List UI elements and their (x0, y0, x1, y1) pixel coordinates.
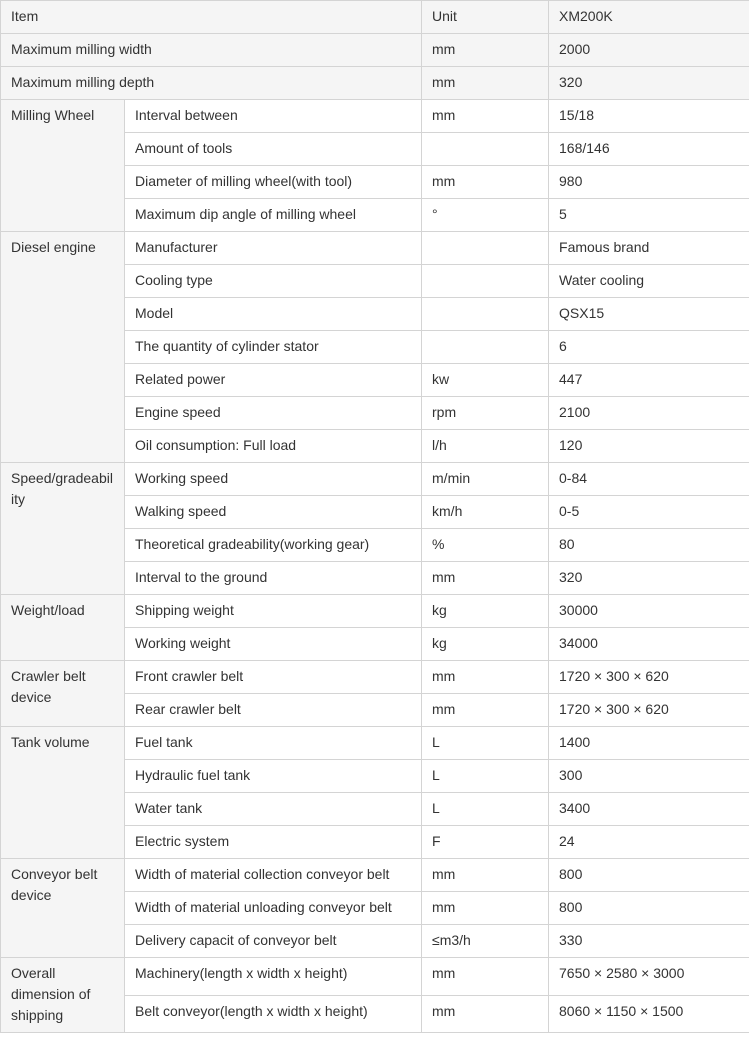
row-unit: kg (422, 595, 549, 628)
top-row (1, 67, 749, 100)
row-unit: mm (422, 562, 549, 595)
row-label: Walking speed (125, 496, 422, 529)
row-unit: mm (422, 995, 549, 1033)
top-row (1, 34, 749, 67)
row-value: 8060 × 1150 × 1500 (549, 995, 749, 1033)
row-label: Rear crawler belt (125, 694, 422, 727)
category-cell: Tank volume (1, 727, 125, 859)
row-value: 447 (549, 364, 749, 397)
row-label: Related power (125, 364, 422, 397)
row-label: Manufacturer (125, 232, 422, 265)
row-unit: ° (422, 199, 549, 232)
row-label: Interval to the ground (125, 562, 422, 595)
row-label: Delivery capacit of conveyor belt (125, 925, 422, 958)
row-label: Interval between (125, 100, 422, 133)
row-label: Maximum milling depth (1, 67, 422, 100)
row-unit (422, 265, 549, 298)
table-row (1, 859, 749, 892)
row-unit: mm (422, 892, 549, 925)
row-value: 168/146 (549, 133, 749, 166)
row-value: 34000 (549, 628, 749, 661)
row-unit: m/min (422, 463, 549, 496)
row-label: Water tank (125, 793, 422, 826)
header-item: Item (1, 1, 422, 34)
row-label: Model (125, 298, 422, 331)
table-row (1, 727, 749, 760)
row-value: 6 (549, 331, 749, 364)
row-unit: rpm (422, 397, 549, 430)
row-unit: mm (422, 100, 549, 133)
row-unit (422, 133, 549, 166)
category-cell: Crawler belt device (1, 661, 125, 727)
row-label: Working weight (125, 628, 422, 661)
row-label: Maximum milling width (1, 34, 422, 67)
row-label: Maximum dip angle of milling wheel (125, 199, 422, 232)
row-unit (422, 331, 549, 364)
category-cell: Milling Wheel (1, 100, 125, 232)
row-value: 5 (549, 199, 749, 232)
row-value: 1720 × 300 × 620 (549, 694, 749, 727)
row-value: 80 (549, 529, 749, 562)
row-unit: kg (422, 628, 549, 661)
row-label: Cooling type (125, 265, 422, 298)
spec-table-body (1, 1, 749, 1033)
table-row (1, 463, 749, 496)
header-model: XM200K (549, 1, 749, 34)
header-unit: Unit (422, 1, 549, 34)
row-value: 980 (549, 166, 749, 199)
row-label: Machinery(length x width x height) (125, 958, 422, 996)
row-value: 330 (549, 925, 749, 958)
row-label: Diameter of milling wheel(with tool) (125, 166, 422, 199)
category-cell: Conveyor belt device (1, 859, 125, 958)
row-label: Front crawler belt (125, 661, 422, 694)
table-row (1, 232, 749, 265)
row-unit: mm (422, 166, 549, 199)
row-value: 2000 (549, 34, 749, 67)
row-label: Electric system (125, 826, 422, 859)
row-value: 120 (549, 430, 749, 463)
row-label: Width of material unloading conveyor belt (125, 892, 422, 925)
row-unit (422, 232, 549, 265)
row-unit: L (422, 760, 549, 793)
row-unit: mm (422, 859, 549, 892)
row-value: 7650 × 2580 × 3000 (549, 958, 749, 996)
row-unit: F (422, 826, 549, 859)
row-unit: mm (422, 694, 549, 727)
row-label: Width of material collection conveyor belt (125, 859, 422, 892)
row-label: Theoretical gradeability(working gear) (125, 529, 422, 562)
table-row (1, 661, 749, 694)
row-unit: mm (422, 34, 549, 67)
row-unit (422, 298, 549, 331)
row-value: 15/18 (549, 100, 749, 133)
table-row (1, 100, 749, 133)
row-label: Engine speed (125, 397, 422, 430)
row-label: Oil consumption: Full load (125, 430, 422, 463)
row-value: 0-5 (549, 496, 749, 529)
row-unit: % (422, 529, 549, 562)
row-value: 800 (549, 859, 749, 892)
category-cell: Weight/load (1, 595, 125, 661)
row-value: 2100 (549, 397, 749, 430)
row-value: 3400 (549, 793, 749, 826)
row-value: 320 (549, 67, 749, 100)
row-value: 30000 (549, 595, 749, 628)
table-row (1, 595, 749, 628)
row-unit: kw (422, 364, 549, 397)
category-cell: Overall dimension of shipping (1, 958, 125, 1033)
row-unit: mm (422, 67, 549, 100)
row-unit: L (422, 793, 549, 826)
row-label: Shipping weight (125, 595, 422, 628)
row-value: QSX15 (549, 298, 749, 331)
row-value: Water cooling (549, 265, 749, 298)
row-label: Working speed (125, 463, 422, 496)
category-cell: Diesel engine (1, 232, 125, 463)
row-label: Amount of tools (125, 133, 422, 166)
row-unit: L (422, 727, 549, 760)
header-row (1, 1, 749, 34)
row-label: Belt conveyor(length x width x height) (125, 995, 422, 1033)
row-value: 300 (549, 760, 749, 793)
row-unit: mm (422, 661, 549, 694)
row-value: Famous brand (549, 232, 749, 265)
row-value: 800 (549, 892, 749, 925)
row-unit: ≤m3/h (422, 925, 549, 958)
row-label: Fuel tank (125, 727, 422, 760)
row-value: 0-84 (549, 463, 749, 496)
row-unit: mm (422, 958, 549, 996)
row-value: 1400 (549, 727, 749, 760)
row-unit: km/h (422, 496, 549, 529)
row-value: 1720 × 300 × 620 (549, 661, 749, 694)
row-value: 320 (549, 562, 749, 595)
row-label: Hydraulic fuel tank (125, 760, 422, 793)
category-cell: Speed/gradeability (1, 463, 125, 595)
row-label: The quantity of cylinder stator (125, 331, 422, 364)
table-row (1, 958, 749, 996)
row-unit: l/h (422, 430, 549, 463)
row-value: 24 (549, 826, 749, 859)
